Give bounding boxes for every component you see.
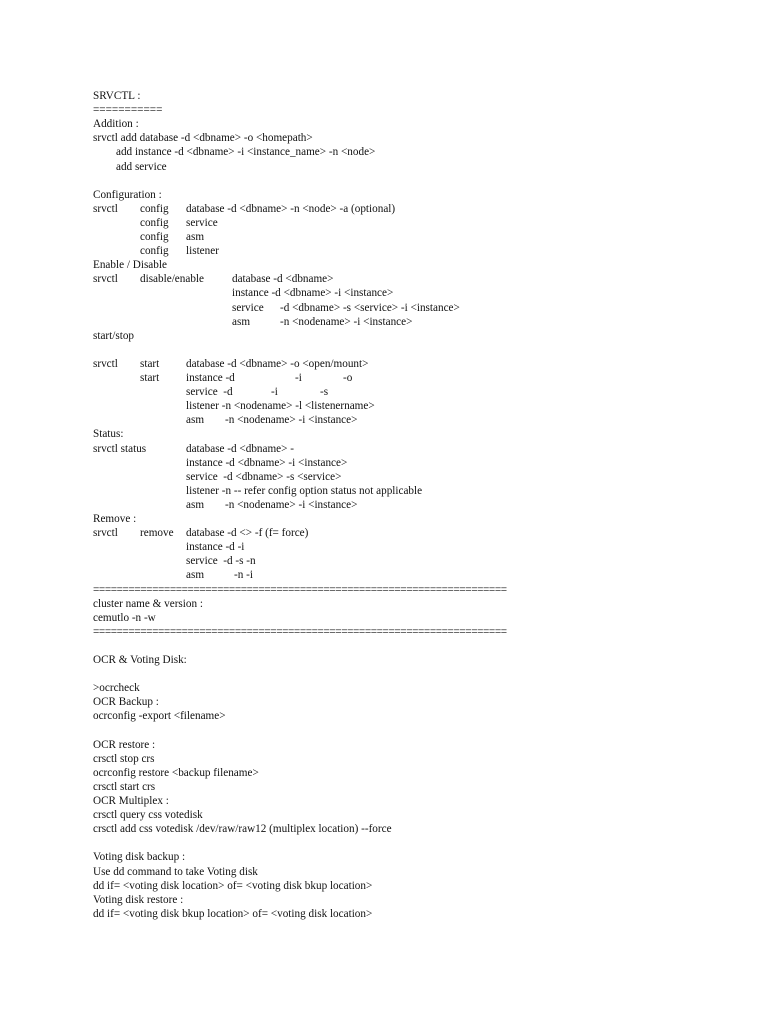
document-text-line: SRVCTL :	[93, 90, 141, 102]
document-text-line: service	[232, 301, 264, 314]
document-text-line: -o	[343, 372, 353, 384]
document-text-line: cemutlo -n -w	[93, 611, 156, 624]
document-text-line: -i	[295, 372, 302, 384]
document-text-line: Enable / Disable	[93, 259, 167, 272]
document-text-line: service	[186, 216, 218, 229]
document-text-line: -n <nodename> -i <instance>	[225, 414, 358, 427]
document-text-line: config	[140, 231, 169, 243]
document-text-line: asm	[186, 231, 205, 243]
document-text-line: OCR Backup :	[93, 696, 159, 709]
document-text-line: config	[140, 216, 169, 229]
document-text-line: srvctl	[93, 202, 118, 215]
document-text-line: instance -d -i	[186, 541, 245, 554]
document-text-line: Status:	[93, 428, 124, 441]
document-text-line: Configuration :	[93, 188, 162, 201]
document-text-line: OCR Multiplex :	[93, 795, 169, 807]
document-text-line: ocrconfig restore <backup filename>	[93, 766, 259, 779]
document-text-line: -i	[271, 386, 278, 399]
document-text-line: dd if= <voting disk location> of= <voting disk bkup location>	[93, 879, 373, 892]
document-text-line: instance -d	[186, 372, 235, 384]
document-text-line: asm	[186, 498, 205, 511]
document-text-line: ===========	[93, 104, 163, 117]
document-text-line: -s	[320, 386, 329, 399]
document-text-line: -d <dbname> -s <service> -i <instance>	[280, 301, 460, 314]
document-text-line: instance -d <dbname> -i <instance>	[232, 287, 394, 300]
document-text-line: srvctl status	[93, 442, 147, 455]
document-text-line: start	[140, 372, 160, 384]
document-text-line: listener -n <nodename> -l <listenername>	[186, 400, 375, 413]
document-text-line: Voting disk backup :	[93, 851, 186, 864]
document-text-line: crsctl start crs	[93, 780, 156, 793]
document-text-line: -n <nodename> -i <instance>	[280, 315, 413, 328]
document-text-line: add service	[116, 160, 167, 173]
document-text-line: asm	[232, 315, 251, 328]
document-text-line: disable/enable	[140, 273, 204, 286]
document-text-line: Addition :	[93, 118, 139, 131]
document-text-line: start	[140, 357, 160, 370]
document-text-line: database -d <> -f (f= force)	[186, 527, 309, 540]
document-text-line: start/stop	[93, 329, 135, 342]
document-text-line: database -d <dbname> -	[186, 442, 294, 455]
document-text-line: Remove :	[93, 513, 137, 525]
document-text-line: cluster name & version :	[93, 597, 203, 610]
document-text-line: crsctl stop crs	[93, 752, 155, 765]
document-text-line: database -d <dbname> -o <open/mount>	[186, 357, 369, 370]
document-text-line: add instance -d <dbname> -i <instance_name> -n <node>	[116, 146, 376, 159]
document-text-line: listener -n -- refer config option status not applicable	[186, 484, 423, 497]
separator-line: ======================================================================	[93, 583, 507, 596]
document-text-line: Use dd command to take Voting disk	[93, 865, 258, 878]
document-text-line: Voting disk restore :	[93, 893, 184, 906]
document-text-line: service -d <dbname> -s <service>	[186, 470, 342, 483]
document-text-line: listener	[186, 245, 219, 258]
document-text-line: srvctl	[93, 527, 118, 540]
document-text-line: service -d	[186, 386, 233, 399]
document-text-line: dd if= <voting disk bkup location> of= <voting disk location>	[93, 907, 373, 920]
document-text-line: srvctl add database -d <dbname> -o <homepath>	[93, 132, 313, 145]
document-text-line: crsctl query css votedisk	[93, 809, 203, 822]
document-text-line: srvctl	[93, 273, 118, 286]
document-text-line: OCR restore :	[93, 738, 156, 751]
document-text-line: service -d -s -n	[186, 555, 256, 568]
document-text-line: ocrconfig -export <filename>	[93, 710, 226, 723]
document-text-line: OCR & Voting Disk:	[93, 654, 187, 666]
document-text-line: config	[140, 245, 169, 258]
document-text-line: asm	[186, 414, 205, 427]
document-text-line: config	[140, 202, 169, 215]
document-text-line: instance -d <dbname> -i <instance>	[186, 456, 348, 469]
document-text-line: >ocrcheck	[93, 682, 140, 695]
document-text-line: database -d <dbname>	[232, 273, 334, 286]
document-text-line: -n -i	[234, 569, 253, 582]
separator-line: ======================================================================	[93, 625, 507, 638]
document-text-line: -n <nodename> -i <instance>	[225, 498, 358, 511]
document-text-line: crsctl add css votedisk /dev/raw/raw12 (multiplex location) --force	[93, 823, 392, 836]
document-text-line: remove	[140, 527, 174, 540]
document-text-line: srvctl	[93, 357, 118, 370]
document-text-line: asm	[186, 569, 205, 582]
document-text-line: database -d <dbname> -n <node> -a (optional)	[186, 202, 396, 215]
